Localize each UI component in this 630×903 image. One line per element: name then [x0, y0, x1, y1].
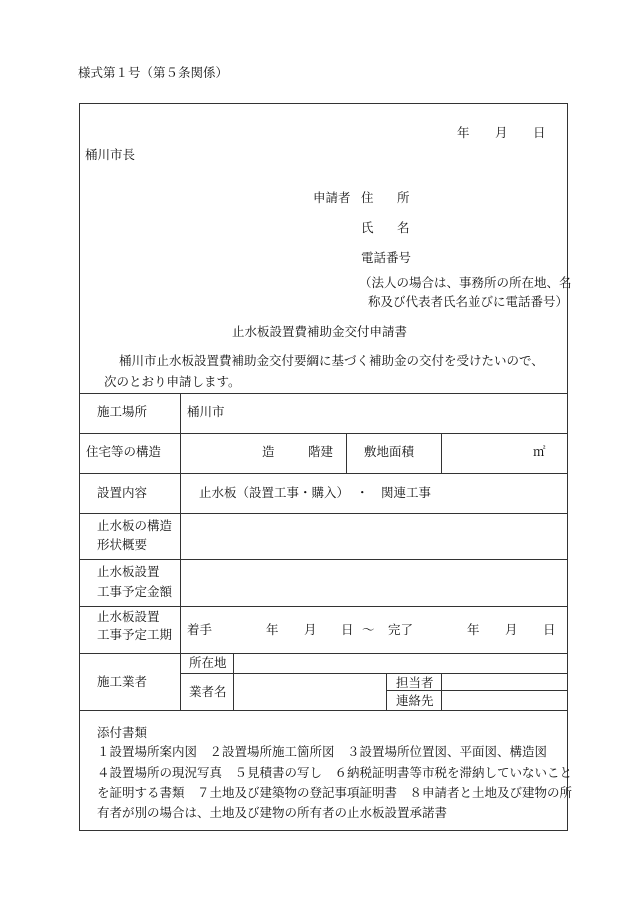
date-month: 月: [495, 125, 508, 140]
label-column-line: [180, 393, 181, 710]
date-day: 日: [533, 125, 546, 140]
addressee: 桶川市長: [85, 147, 136, 162]
person-label: 担当者: [396, 675, 434, 690]
period-end-year: 年: [467, 622, 480, 637]
structure-column-line: [441, 433, 442, 473]
period-label-line2: 工事予定工期: [97, 627, 173, 642]
period-tilde: ～: [362, 622, 375, 637]
date-year: 年: [457, 125, 470, 140]
address-label-2: 所: [397, 190, 410, 205]
body-line2: 次のとおり申請します。: [104, 374, 241, 389]
period-end-day: 日: [543, 622, 556, 637]
corporate-note-line1: （法人の場合は、事務所の所在地、名: [359, 275, 572, 290]
period-end-label: 完了: [388, 622, 414, 637]
cost-label-line2: 工事予定金額: [97, 584, 173, 599]
contractor-inner-line: [180, 673, 568, 674]
cost-label-line1: 止水板設置: [97, 564, 160, 579]
document-title: 止水板設置費補助金交付申請書: [232, 324, 408, 339]
structure-column-line: [346, 433, 347, 473]
attachments-line1: １設置場所案内図 ２設置場所施工箇所図 ３設置場所位置図、平面図、構造図: [97, 744, 548, 759]
location-label: 所在地: [189, 655, 227, 670]
contractor-column-line: [386, 673, 387, 710]
contact-label: 連絡先: [396, 693, 434, 708]
table-top-line: [79, 393, 568, 394]
form-number: 様式第１号（第５条関係）: [78, 65, 229, 80]
period-start-day: 日: [341, 622, 354, 637]
name-label-1: 氏: [361, 220, 374, 235]
applicant-label: 申請者: [313, 190, 351, 205]
attachments-line2: ４設置場所の現況写真 ５見積書の写し ６納税証明書等市税を滞納していないこと: [97, 765, 573, 780]
row-divider: [79, 653, 568, 654]
frame-bottom-line: [79, 830, 568, 831]
attachments-line4: 有者が別の場合は、土地及び建物の所有者の止水板設置承諾書: [97, 805, 448, 820]
content-value1: 止水板（設置工事・購入）: [199, 485, 350, 500]
frame-left-line: [79, 103, 80, 831]
contractor-label: 施工業者: [97, 674, 148, 689]
content-value2: 関連工事: [381, 485, 432, 500]
phone-label: 電話番号: [361, 250, 412, 265]
row-divider: [79, 513, 568, 514]
shape-label-line2: 形状概要: [97, 537, 148, 552]
attachments-line3: を証明する書類 ７土地及び建築物の登記事項証明書 ８申請者と土地及び建物の所: [97, 785, 573, 800]
structure-label: 住宅等の構造: [86, 444, 162, 459]
contractor-column-line: [441, 673, 442, 710]
attachments-title: 添付書類: [97, 725, 148, 740]
row-divider: [79, 559, 568, 560]
frame-top-line: [79, 103, 568, 104]
row-divider: [79, 433, 568, 434]
contractor-inner-line: [386, 690, 568, 691]
land-area-label: 敷地面積: [364, 444, 415, 459]
row-divider: [79, 473, 568, 474]
name-label-2: 名: [397, 220, 410, 235]
structure-zo: 造: [262, 444, 275, 459]
frame-right-line: [567, 103, 568, 831]
period-start-label: 着手: [187, 622, 213, 637]
site-label: 施工場所: [97, 404, 148, 419]
table-bottom-line: [79, 710, 568, 711]
period-end-month: 月: [505, 622, 518, 637]
land-area-unit: ㎡: [533, 444, 546, 459]
address-label-1: 住: [361, 190, 374, 205]
content-label: 設置内容: [97, 485, 148, 500]
period-start-year: 年: [266, 622, 279, 637]
period-label-line1: 止水板設置: [97, 609, 160, 624]
company-label: 業者名: [189, 684, 227, 699]
contractor-column-line: [233, 653, 234, 710]
row-divider: [79, 606, 568, 607]
content-dot: ・: [356, 485, 369, 500]
shape-label-line1: 止水板の構造: [97, 518, 173, 533]
site-value: 桶川市: [187, 404, 225, 419]
structure-kai: 階建: [308, 444, 334, 459]
period-start-month: 月: [304, 622, 317, 637]
corporate-note-line2: 称及び代表者氏名並びに電話番号）: [368, 294, 569, 309]
body-line1: 桶川市止水板設置費補助金交付要綱に基づく補助金の交付を受けたいので、: [119, 353, 544, 368]
